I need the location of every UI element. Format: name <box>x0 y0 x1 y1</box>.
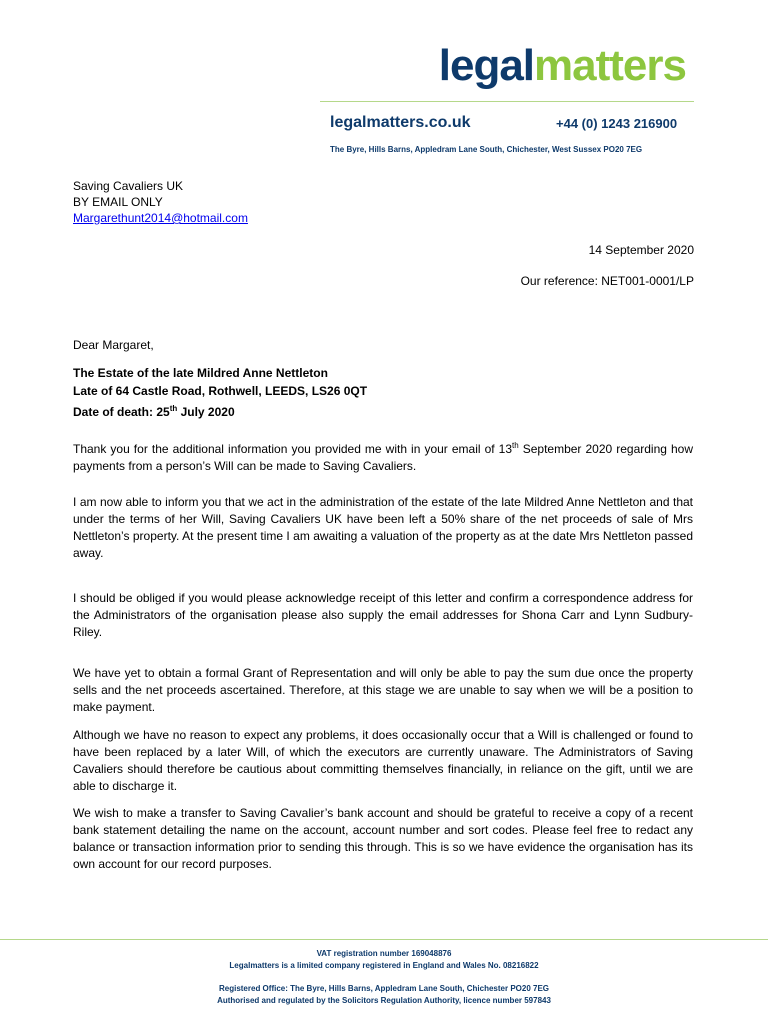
letter-date: 14 September 2020 <box>588 243 694 257</box>
footer-company: Legalmatters is a limited company registered in England and Wales No. 08216822 <box>229 961 539 970</box>
header-divider <box>320 101 694 102</box>
salutation: Dear Margaret, <box>73 338 154 352</box>
footer-registered-office: Registered Office: The Byre, Hills Barns, Appledram Lane South, Chichester PO20 7EG <box>218 984 549 993</box>
company-website: legalmatters.co.uk <box>330 114 471 131</box>
delivery-method: BY EMAIL ONLY <box>73 195 163 209</box>
footer-divider <box>0 939 768 940</box>
paragraph-1: Thank you for the additional information you provided me with in your email of 13th September 2020 regarding how payments from a person’s Will can be made to Saving Cavaliers. <box>73 441 693 473</box>
subject-date-of-death: Date of death: 25th July 2020 <box>73 404 235 419</box>
company-address: The Byre, Hills Barns, Appledram Lane South, Chichester, West Sussex PO20 7EG <box>330 145 643 154</box>
logo-text-matters: matters <box>534 41 686 90</box>
recipient-email-link[interactable]: Margarethunt2014@hotmail.com <box>73 211 248 225</box>
paragraph-5: Although we have no reason to expect any problems, it does occasionally occur that a Will is challenged or found to have been replaced by a later Will, of which the executors are currently unaware. The Administrators of Saving Cavaliers should therefore be cautious about committing themselves financially, in reliance on the gift, until we are able to discharge it. <box>73 728 693 793</box>
paragraph-6: We wish to make a transfer to Saving Cavalier’s bank account and should be grateful to receive a copy of a recent bank statement detailing the name on the account, account number and sort codes. Please feel free to redact any balance or transaction information prior to sending this through. This is so we have evidence the organisation has its own account for our record purposes. <box>73 806 693 871</box>
reference: Our reference: NET001-0001/LP <box>520 274 694 288</box>
footer-vat: VAT registration number 169048876 <box>316 949 452 958</box>
paragraph-2: I am now able to inform you that we act in the administration of the estate of the late Mildred Anne Nettleton and that under the terms of her Will, Saving Cavaliers UK have been left a 50% share of the net proceeds of sale of Mrs Nettleton’s property. At the present time I am awaiting a valuation of the property as at the date Mrs Nettleton passed away. <box>73 495 693 560</box>
company-phone: +44 (0) 1243 216900 <box>556 116 678 131</box>
paragraph-3: I should be obliged if you would please acknowledge receipt of this letter and confirm a correspondence address for the Administrators of the organisation please also supply the email addresses for Shona Carr and Lynn Sudbury-Riley. <box>73 591 693 639</box>
recipient-block <box>73 178 248 226</box>
company-logo <box>438 41 686 90</box>
paragraph-4: We have yet to obtain a formal Grant of Representation and will only be able to pay the sum due once the property sells and the net proceeds ascertained. Therefore, at this stage we are unable to say when we will be a position to make payment. <box>73 666 693 714</box>
logo-text-legal: legal <box>438 41 535 90</box>
subject-address: Late of 64 Castle Road, Rothwell, LEEDS, LS26 0QT <box>73 384 368 398</box>
subject-block <box>73 364 367 421</box>
footer-regulation: Authorised and regulated by the Solicitors Regulation Authority, licence number 597843 <box>217 996 551 1005</box>
recipient-name: Saving Cavaliers UK <box>73 179 184 193</box>
subject-estate: The Estate of the late Mildred Anne Nettleton <box>73 366 328 380</box>
